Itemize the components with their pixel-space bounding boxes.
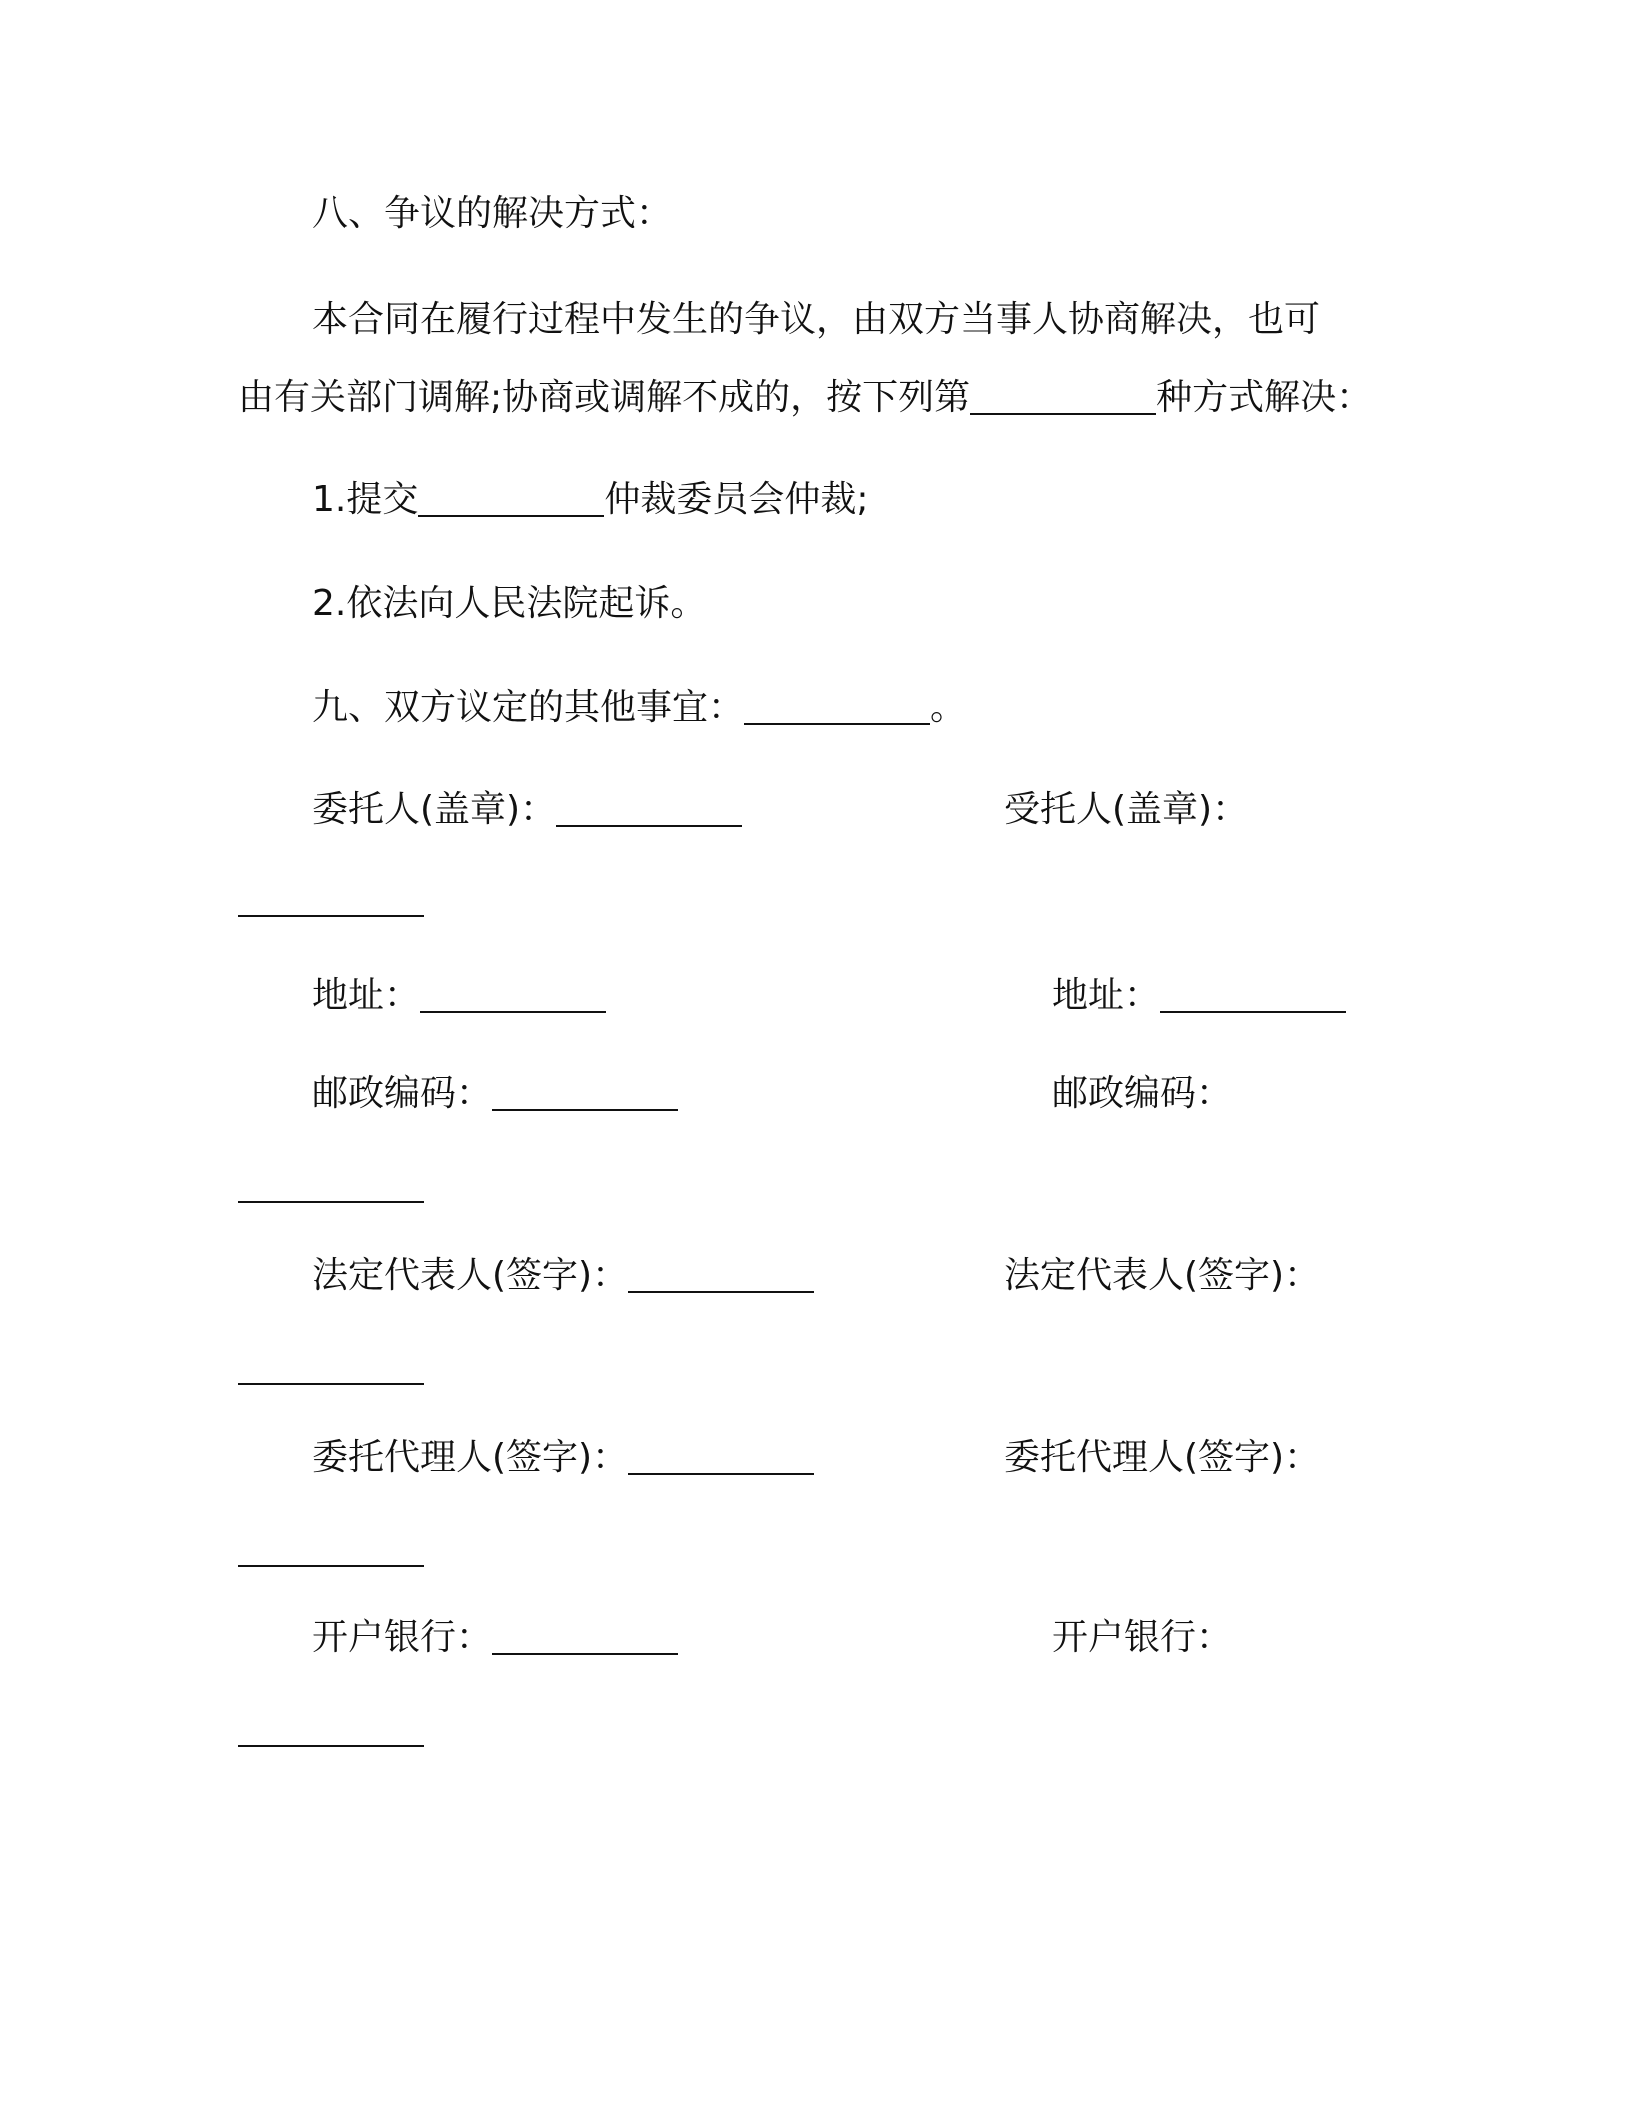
article8-title: 八、争议的解决方式： — [312, 193, 673, 234]
article9-end: 。 — [930, 687, 967, 728]
address-right-blank[interactable] — [1160, 975, 1346, 1013]
address-left-blank[interactable] — [420, 975, 606, 1013]
article9-text: 九、双方议定的其他事宜： — [312, 687, 745, 728]
agent-seal-label: 受托人(盖章)： — [1004, 789, 1249, 830]
legal-rep-left-label: 法定代表人(签字)： — [312, 1255, 629, 1296]
bank-left-blank[interactable] — [492, 1617, 678, 1655]
address-left-row — [312, 970, 606, 1022]
article8-item1-text: 1.提交 — [312, 479, 419, 520]
postcode-left-row — [312, 1068, 678, 1120]
legal-rep-right-row — [238, 1342, 424, 1394]
article8-item1-end: 仲裁委员会仲裁; — [604, 479, 869, 520]
proxy-right-row — [238, 1524, 424, 1576]
address-right-label: 地址： — [1052, 975, 1161, 1016]
proxy-right-label: 委托代理人(签字)： — [1004, 1437, 1321, 1478]
postcode-right-blank[interactable] — [238, 1165, 424, 1203]
legal-rep-left-row — [312, 1250, 814, 1302]
principal-seal-blank[interactable] — [556, 789, 742, 827]
postcode-right-label: 邮政编码： — [1052, 1073, 1233, 1114]
agent-seal-row — [238, 874, 424, 926]
address-left-label: 地址： — [312, 975, 421, 1016]
article8-paragraph-line2-end: 种方式解决： — [1156, 377, 1373, 418]
bank-right-blank[interactable] — [238, 1709, 424, 1747]
address-right-row — [1052, 970, 1346, 1022]
postcode-left-label: 邮政编码： — [312, 1073, 493, 1114]
postcode-right-row — [238, 1160, 424, 1212]
proxy-right-blank[interactable] — [238, 1529, 424, 1567]
postcode-left-blank[interactable] — [492, 1073, 678, 1111]
bank-left-label: 开户银行： — [312, 1617, 493, 1658]
proxy-left-label: 委托代理人(签字)： — [312, 1437, 629, 1478]
arbitration-committee-blank[interactable] — [418, 479, 604, 517]
legal-rep-right-label: 法定代表人(签字)： — [1004, 1255, 1321, 1296]
agent-seal-blank[interactable] — [238, 879, 424, 917]
principal-seal-label: 委托人(盖章)： — [312, 789, 557, 830]
proxy-left-blank[interactable] — [628, 1437, 814, 1475]
legal-rep-right-blank[interactable] — [238, 1347, 424, 1385]
article8-paragraph-line1: 本合同在履行过程中发生的争议，由双方当事人协商解决，也可 — [312, 299, 1321, 340]
article8-item2: 2.依法向人民法院起诉。 — [312, 583, 707, 624]
legal-rep-left-blank[interactable] — [628, 1255, 814, 1293]
bank-right-row — [238, 1704, 424, 1756]
proxy-left-row — [312, 1432, 814, 1484]
article8-item1 — [312, 474, 869, 526]
other-matters-blank[interactable] — [744, 687, 930, 725]
bank-right-label: 开户银行： — [1052, 1617, 1233, 1658]
method-number-blank[interactable] — [970, 377, 1156, 415]
principal-seal-row — [312, 784, 742, 836]
bank-left-row — [312, 1612, 678, 1664]
article8-paragraph-line2-text: 由有关部门调解;协商或调解不成的，按下列第 — [238, 377, 971, 418]
article8-paragraph-line2 — [238, 372, 1372, 424]
article9-line — [312, 682, 966, 734]
